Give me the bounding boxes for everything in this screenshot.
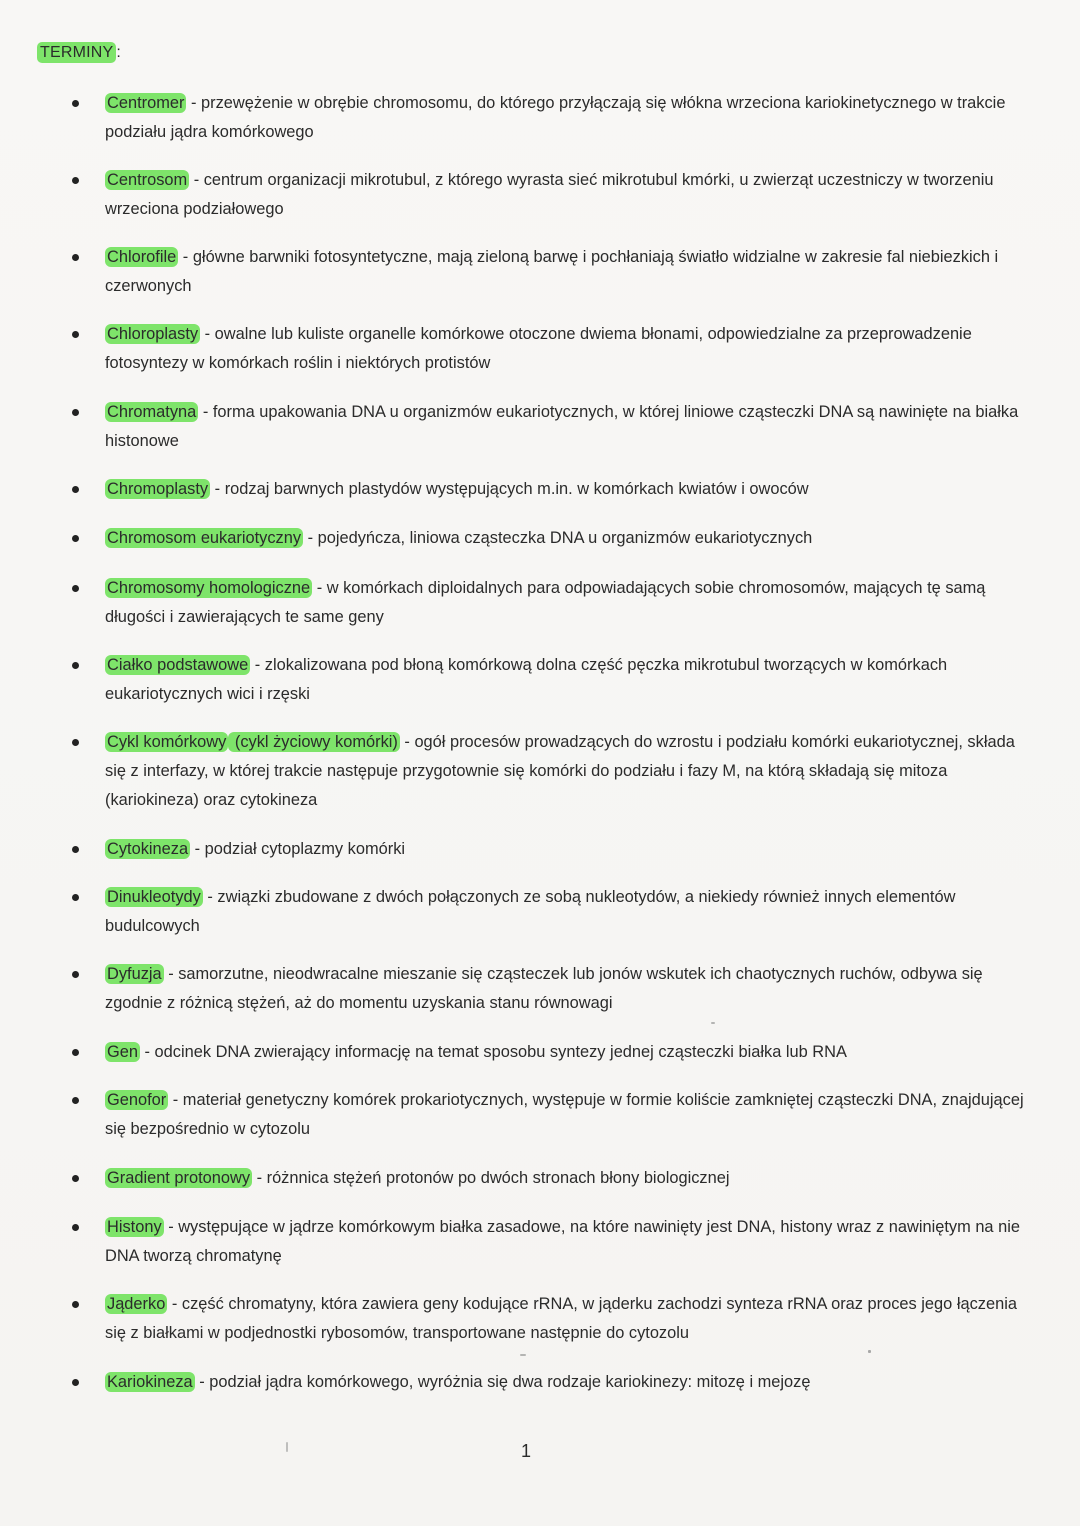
bullet-icon [72, 100, 79, 107]
term-label: Gradient protonowy [107, 1169, 251, 1187]
term-label: Chloroplasty [107, 325, 199, 343]
scan-speck [711, 1022, 715, 1024]
scan-speck [520, 1354, 526, 1356]
term-label: Chromosom eukariotyczny [107, 529, 302, 547]
term-definition: - podział cytoplazmy komórki [190, 840, 406, 858]
term-label: Centromer [107, 94, 185, 112]
term-definition: - materiał genetyczny komórek prokariotycznych, występuje w formie koliście zamkniętej cząsteczki DNA, znajdującej się bezpośrednio w cytozolu [105, 1091, 1024, 1138]
list-item [72, 1368, 1032, 1397]
term-definition: - główne barwniki fotosyntetyczne, mają zieloną barwę i pochłaniają światło widzialne w zakresie fal niebiezkich i czerwonych [105, 248, 999, 295]
term-label: Cytokineza [107, 840, 189, 858]
term-label: Dyfuzja [107, 965, 162, 983]
bullet-icon [72, 1097, 79, 1104]
list-item [72, 475, 1032, 504]
bullet-icon [72, 535, 79, 542]
list-item [72, 1213, 1032, 1271]
bullet-icon [72, 409, 79, 416]
term-label: Cykl komórkowy [107, 733, 227, 751]
term-definition: - związki zbudowane z dwóch połączonych ze sobą nukleotydów, a niekiedy również innych elementów budulcowych [105, 888, 956, 935]
term-definition: - różnnica stężeń protonów po dwóch stronach błony biologicznej [252, 1169, 730, 1187]
scan-speck [286, 1442, 288, 1452]
term-definition: - pojedyńcza, liniowa cząsteczka DNA u organizmów eukariotycznych [303, 529, 813, 547]
list-item [72, 398, 1032, 456]
bullet-icon [72, 585, 79, 592]
term-label: Chromosomy homologiczne [107, 579, 311, 597]
scan-speck [868, 1350, 871, 1353]
bullet-icon [72, 1224, 79, 1231]
term-definition: - ogół procesów prowadzących do wzrostu i podziału komórki eukariotycznej, składa się z interfazy, w której trakcie następuje przygotownie się komórki do podziału i fazy M, na którą składają się mitoza (kariokineza) oraz cytokineza [105, 733, 1015, 809]
term-definition: - część chromatyny, która zawiera geny kodujące rRNA, w jąderku zachodzi synteza rRNA oraz proces jego łączenia się z białkami w podjednostki rybosomów, transportowane następnie do cytozolu [105, 1295, 1017, 1342]
term-definition: - występujące w jądrze komórkowym białka zasadowe, na które nawinięty jest DNA, histony wraz z nawiniętym na nie DNA tworzą chromatynę [105, 1218, 1020, 1265]
term-label: Chromoplasty [107, 480, 209, 498]
bullet-icon [72, 1175, 79, 1182]
page-number: 1 [521, 1441, 532, 1461]
term-label: Ciałko podstawowe [107, 656, 249, 674]
list-item [72, 1086, 1032, 1144]
bullet-icon [72, 177, 79, 184]
term-label: Gen [107, 1043, 138, 1061]
term-definition: - odcinek DNA zwierający informację na temat sposobu syntezy jednej cząsteczki białka lub RNA [139, 1043, 847, 1061]
term-definition: - centrum organizacji mikrotubul, z którego wyrasta sieć mikrotubul kmórki, u zwierząt uczestniczy w tworzeniu wrzeciona podziałowego [105, 171, 994, 218]
bullet-icon [72, 1379, 79, 1386]
term-label: Chromatyna [107, 403, 197, 421]
list-item [72, 524, 1032, 553]
term-label: Genofor [107, 1091, 167, 1109]
term-label: Jąderko [107, 1295, 166, 1313]
term-label: Kariokineza [107, 1373, 193, 1391]
list-item [72, 89, 1032, 147]
list-item [72, 243, 1032, 301]
bullet-icon [72, 486, 79, 493]
list-item [72, 1290, 1032, 1348]
term-definition: - podział jądra komórkowego, wyróżnia się dwa rodzaje kariokinezy: mitozę i mejozę [194, 1373, 811, 1391]
bullet-icon [72, 894, 79, 901]
term-label: Chlorofile [107, 248, 177, 266]
list-item [72, 166, 1032, 224]
term-definition: - forma upakowania DNA u organizmów eukariotycznych, w której liniowe cząsteczki DNA są nawinięte na białka histonowe [105, 403, 1019, 450]
term-alias: (cykl życiowy komórki) [230, 733, 398, 751]
list-item [72, 883, 1032, 941]
list-item [72, 320, 1032, 378]
list-item [72, 728, 1032, 815]
bullet-icon [72, 662, 79, 669]
bullet-icon [72, 1049, 79, 1056]
heading-highlight: TERMINY [37, 42, 116, 63]
term-label: Centrosom [107, 171, 188, 189]
page-heading: TERMINY : [37, 44, 121, 62]
bullet-icon [72, 846, 79, 853]
term-definition: - samorzutne, nieodwracalne mieszanie się cząsteczek lub jonów wskutek ich chaotycznych ruchów, odbywa się zgodnie z różnicą stężeń, aż do momentu uzyskania stanu równowagi [105, 965, 983, 1012]
list-item [72, 1164, 1032, 1193]
term-definition: - w komórkach diploidalnych para odpowiadających sobie chromosomów, mających tę samą długości i zawierających te same geny [105, 579, 986, 626]
list-item [72, 835, 1032, 864]
term-definition: - zlokalizowana pod błoną komórkową dolna część pęczka mikrotubul tworzących w komórkach eukariotycznych wici i rzęski [105, 656, 948, 703]
bullet-icon [72, 331, 79, 338]
bullet-icon [72, 739, 79, 746]
list-item [72, 1038, 1032, 1067]
term-label: Dinukleotydy [107, 888, 201, 906]
bullet-icon [72, 254, 79, 261]
list-item [72, 651, 1032, 709]
bullet-icon [72, 1301, 79, 1308]
term-definition: - przewężenie w obrębie chromosomu, do którego przyłączają się włókna wrzeciona kariokinetycznego w trakcie podziału jądra komórkowego [105, 94, 1006, 141]
term-label: Histony [107, 1218, 162, 1236]
term-definition: - rodzaj barwnych plastydów występujących m.in. w komórkach kwiatów i owoców [210, 480, 809, 498]
list-item [72, 574, 1032, 632]
list-item [72, 960, 1032, 1018]
bullet-icon [72, 971, 79, 978]
term-definition: - owalne lub kuliste organelle komórkowe otoczone dwiema błonami, odpowiedzialne za przeprowadzenie fotosyntezy w komórkach roślin i niektórych protistów [105, 325, 972, 372]
